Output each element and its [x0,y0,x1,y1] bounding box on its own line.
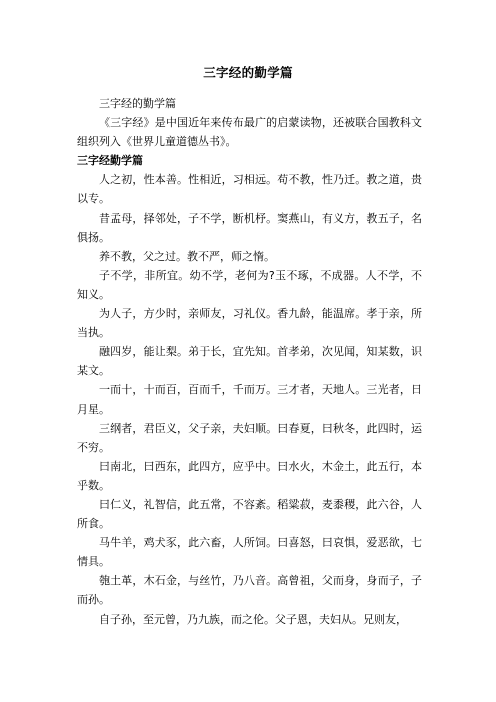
paragraph: 养不教，父之过。教不严，师之惰。 [99,249,275,263]
paragraph-intro: 《三字经》是中国近年来传布最广的启蒙读物，还被联合国教科文组织列入《世界儿童道德丛书》。 [77,116,422,149]
paragraph: 曰仁义，礼智信，此五常，不容紊。稻粱菽，麦黍稷，此六谷，人所食。 [77,497,422,531]
paragraph: 马牛羊，鸡犬豕，此六畜，人所饲。曰喜怒，曰哀惧，爱恶欲，七情具。 [77,536,422,569]
section-heading: 三字经勤学篇 [77,154,143,168]
paragraph: 一而十，十而百，百而千，千而万。三才者，天地人。三光者，日月星。 [77,383,422,416]
paragraph-heading: 三字经的勤学篇 [99,97,176,110]
document-body [77,94,422,629]
paragraph: 融四岁，能让梨。弟于长，宜先知。首孝弟，次见闻，知某数，识某文。 [77,345,422,378]
paragraph: 子不学，非所宜。幼不学，老何为?玉不琢，不成器。人不学，不知义。 [77,268,422,301]
paragraph: 曰南北，曰西东，此四方，应乎中。曰水火，木金土，此五行，本乎数。 [77,459,422,492]
paragraph: 匏土革，木石金，与丝竹，乃八音。高曾祖，父而身，身而子，子而孙。 [77,574,422,607]
paragraph: 人之初，性本善。性相近，习相远。苟不教，性乃迁。教之道，贵以专。 [77,173,422,206]
paragraph: 为人子，方少时，亲师友，习礼仪。香九龄，能温席。孝于亲，所当执。 [77,307,422,340]
paragraph: 自子孙，至元曾，乃九族，而之伦。父子恩，夫妇从。兄则友， [99,612,407,626]
document-title: 三字经的勤学篇 [203,65,293,80]
paragraph: 昔孟母，择邻处，子不学，断机杼。窦燕山，有义方，教五子，名俱扬。 [77,211,422,244]
paragraph: 三纲者，君臣义，父子亲，夫妇顺。曰春夏，曰秋冬，此四时，运不穷。 [77,421,422,454]
